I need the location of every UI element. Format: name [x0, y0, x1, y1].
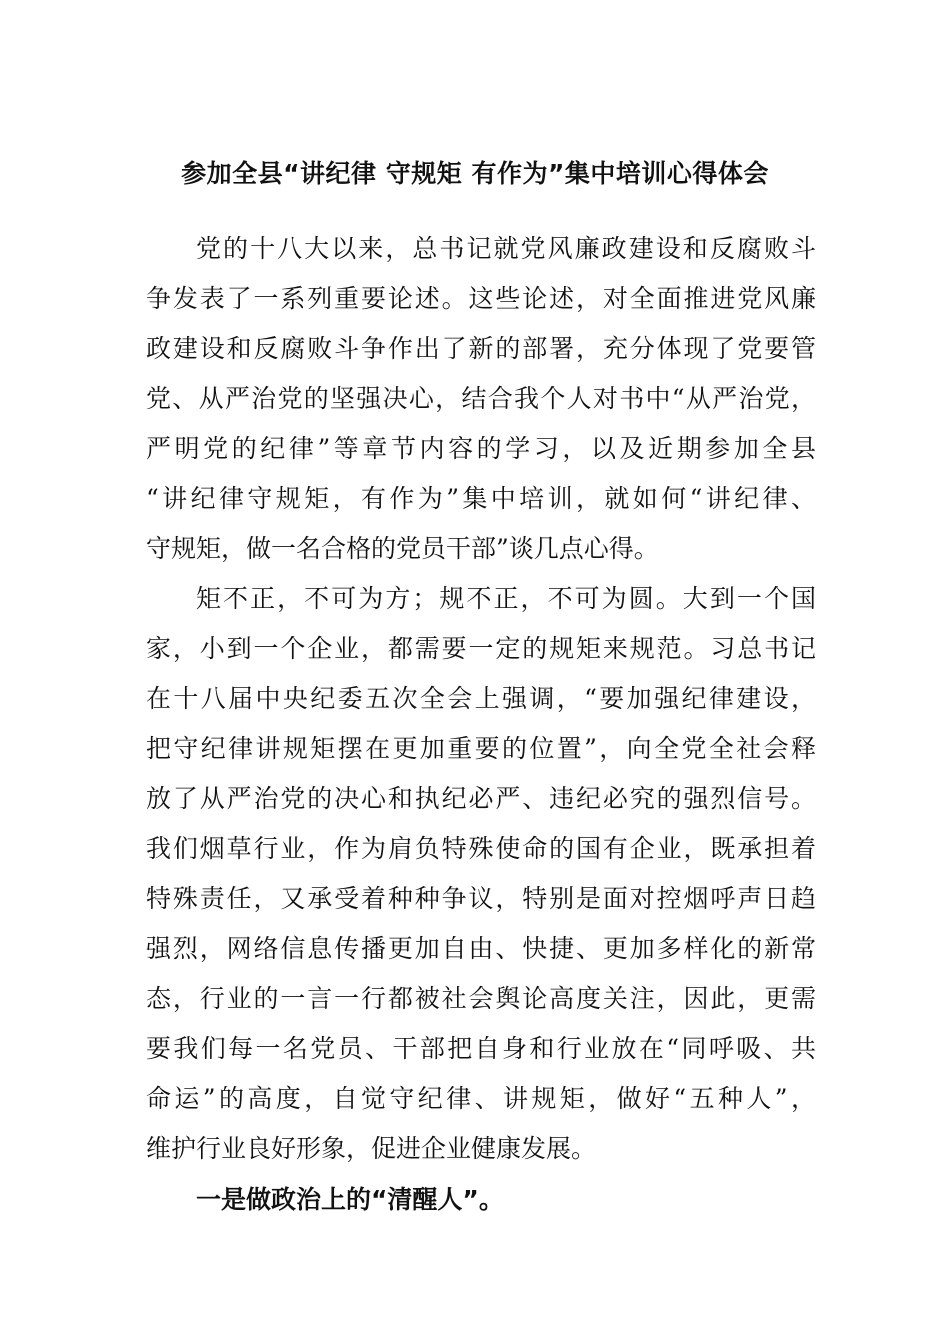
paragraph-2-line-6: 我们烟草行业，作为肩负特殊使命的国有企业，既承担着	[146, 834, 816, 863]
paragraph-1-line-3: 政建设和反腐败斗争作出了新的部署，充分体现了党要管	[146, 334, 816, 363]
paragraph-2-line-2: 家，小到一个企业，都需要一定的规矩来规范。习总书记	[146, 634, 816, 663]
paragraph-2-line-5: 放了从严治党的决心和执纪必严、违纪必究的强烈信号。	[146, 784, 816, 813]
paragraph-1-line-1: 党的十八大以来，总书记就党风廉政建设和反腐败斗	[196, 234, 816, 263]
paragraph-2-line-1: 矩不正，不可为方；规不正，不可为圆。大到一个国	[196, 584, 816, 613]
paragraph-2-line-8: 强烈，网络信息传播更加自由、快捷、更加多样化的新常	[146, 934, 816, 963]
paragraph-1-line-4: 党、从严治党的坚强决心，结合我个人对书中“从严治党，	[146, 384, 816, 413]
paragraph-1-line-2: 争发表了一系列重要论述。这些论述，对全面推进党风廉	[146, 284, 816, 313]
paragraph-2-line-9: 态，行业的一言一行都被社会舆论高度关注，因此，更需	[146, 984, 816, 1013]
paragraph-2-line-4: 把守纪律讲规矩摆在更加重要的位置”，向全党全社会释	[146, 734, 816, 763]
paragraph-1-line-7: 守规矩，做一名合格的党员干部”谈几点心得。	[146, 534, 659, 563]
document-title: 参加全县“讲纪律 守规矩 有作为”集中培训心得体会	[181, 159, 769, 188]
paragraph-1-line-5: 严明党的纪律”等章节内容的学习，以及近期参加全县	[146, 434, 816, 463]
section-heading: 一是做政治上的“清醒人”。	[196, 1185, 504, 1214]
paragraph-2-line-11: 命运”的高度，自觉守纪律、讲规矩，做好“五种人”，	[146, 1084, 816, 1113]
paragraph-2-line-12: 维护行业良好形象，促进企业健康发展。	[146, 1134, 597, 1163]
paragraph-2-line-7: 特殊责任，又承受着种种争议，特别是面对控烟呼声日趋	[146, 884, 816, 913]
paragraph-1-line-6: “讲纪律守规矩，有作为”集中培训，就如何“讲纪律、	[146, 484, 816, 513]
paragraph-2-line-10: 要我们每一名党员、干部把自身和行业放在“同呼吸、共	[146, 1034, 816, 1063]
paragraph-2-line-3: 在十八届中央纪委五次全会上强调，“要加强纪律建设，	[146, 684, 816, 713]
